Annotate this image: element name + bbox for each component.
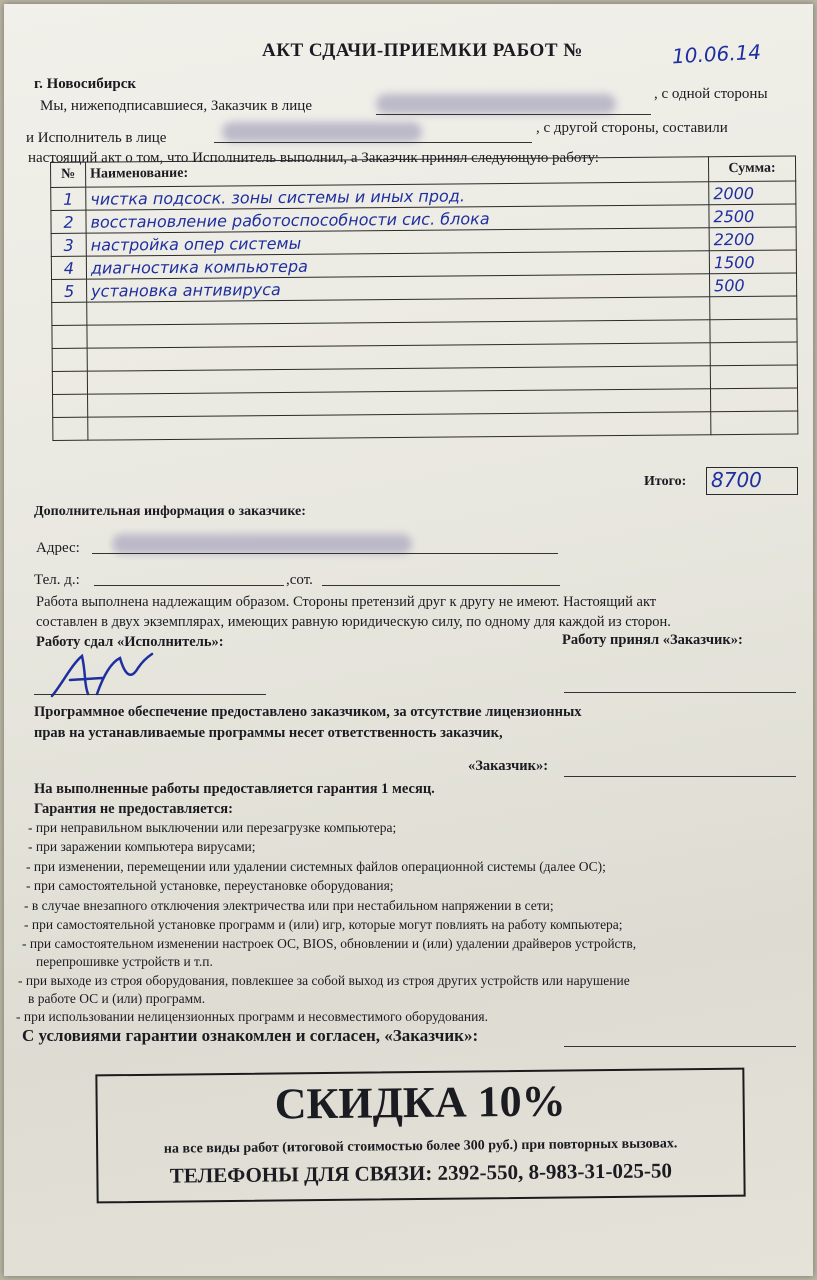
customer-signature-line bbox=[564, 692, 796, 693]
city-label: г. Новосибирск bbox=[34, 76, 136, 92]
address-line bbox=[92, 553, 558, 554]
warranty-item: - при самостоятельном изменении настроек ОС, BIOS, обновлении и (или) удалении драйверов устройств, bbox=[22, 936, 637, 951]
customer-name-line bbox=[376, 114, 651, 115]
act-document bbox=[4, 4, 813, 1276]
contact-phones: ТЕЛЕФОНЫ ДЛЯ СВЯЗИ: 2392-550, 8-983-31-025-50 bbox=[169, 1158, 673, 1188]
software-notice-line-2: прав на устанавливаемые программы несет ответственность заказчик, bbox=[34, 725, 503, 741]
handwritten-date: 10.06.14 bbox=[671, 39, 762, 69]
warranty-exclusions-heading: Гарантия не предоставляется: bbox=[34, 801, 233, 817]
total-value: 8700 bbox=[711, 468, 762, 492]
table-row: 4 диагностика компьютера 1500 bbox=[51, 250, 796, 280]
redacted-customer-name bbox=[376, 94, 616, 114]
total-value-box bbox=[706, 467, 798, 495]
warranty-item: перепрошивке устройств и т.п. bbox=[36, 954, 213, 969]
intro-line-2: и Исполнитель в лице bbox=[26, 130, 167, 146]
warranty-item: в работе ОС и (или) программ. bbox=[28, 991, 206, 1006]
table-row: 5 установка антивируса 500 bbox=[52, 273, 797, 303]
warranty-heading: На выполненные работы предоставляется гарантия 1 месяц. bbox=[34, 781, 435, 797]
intro-line-3: настоящий акт о том, что Исполнитель выполнил, а Заказчик принял следующую работу: bbox=[28, 150, 599, 166]
warranty-item: - при заражении компьютера вирусами; bbox=[28, 839, 256, 854]
handed-over-label: Работу сдал «Исполнитель»: bbox=[36, 634, 224, 650]
warranty-item: - при использовании нелицензионных программ и несовместимого оборудования. bbox=[16, 1009, 488, 1024]
software-customer-sign-line bbox=[564, 776, 796, 777]
mobile-phone-line bbox=[322, 585, 560, 586]
warranty-item: - при выходе из строя оборудования, повлекшее за собой выход из строя других устройств или нарушение bbox=[18, 973, 630, 988]
redacted-contractor-name bbox=[222, 122, 422, 142]
table-row: 2 восстановление работоспособности сис. блока 2500 bbox=[51, 204, 796, 234]
home-phone-line bbox=[94, 585, 284, 586]
address-label: Адрес: bbox=[36, 540, 80, 556]
accepted-label: Работу принял «Заказчик»: bbox=[562, 632, 743, 648]
home-phone-label: Тел. д.: bbox=[34, 572, 80, 588]
table-row: 3 настройка опер системы 2200 bbox=[51, 227, 796, 257]
intro-line-2-suffix: , с другой стороны, составили bbox=[536, 120, 728, 136]
col-num-header: № bbox=[51, 162, 86, 187]
redacted-address bbox=[112, 534, 412, 554]
customer-info-heading: Дополнительная информация о заказчике: bbox=[34, 504, 306, 519]
intro-line-1-suffix: , с одной стороны bbox=[654, 86, 768, 102]
table-row: 1 чистка подсоск. зоны системы и иных прод. 2000 bbox=[51, 181, 796, 211]
software-notice-line-1: Программное обеспечение предоставлено заказчиком, за отсутствие лицензионных bbox=[34, 704, 582, 720]
warranty-agree-line bbox=[564, 1046, 796, 1047]
discount-title: СКИДКА 10% bbox=[274, 1076, 566, 1129]
discount-subtitle: на все виды работ (итоговой стоимостью более 300 руб.) при повторных вызовах. bbox=[163, 1136, 678, 1157]
col-sum-header: Сумма: bbox=[708, 156, 795, 182]
warranty-item: - при самостоятельной установке программ и (или) игр, которые могут повлиять на работу компьютера; bbox=[24, 917, 623, 932]
contractor-signature bbox=[42, 644, 182, 704]
software-customer-sign-label: «Заказчик»: bbox=[468, 758, 549, 774]
warranty-item: - при неправильном выключении или перезагрузке компьютера; bbox=[28, 820, 397, 835]
discount-box bbox=[95, 1068, 745, 1204]
warranty-item: - при самостоятельной установке, переустановке оборудования; bbox=[26, 878, 394, 893]
col-name-header: Наименование: bbox=[86, 157, 709, 187]
agreement-line-2: составлен в двух экземплярах, имеющих равную юридическую силу, по одному для каждой из сторон. bbox=[36, 614, 671, 630]
total-label: Итого: bbox=[644, 474, 687, 489]
contractor-name-line bbox=[214, 142, 532, 143]
works-table bbox=[50, 155, 798, 440]
warranty-agree-label: С условиями гарантии ознакомлен и согласен, «Заказчик»: bbox=[22, 1026, 479, 1045]
intro-line-1: Мы, нижеподписавшиеся, Заказчик в лице bbox=[40, 98, 312, 114]
agreement-line-1: Работа выполнена надлежащим образом. Стороны претензий друг к другу не имеют. Настоящий акт bbox=[36, 594, 657, 610]
warranty-item: - в случае внезапного отключения электричества или при нестабильном напряжении в сети; bbox=[24, 898, 554, 913]
mobile-phone-label: ,сот. bbox=[286, 572, 313, 588]
warranty-item: - при изменении, перемещении или удалении системных файлов операционной системы (далее ОС); bbox=[26, 859, 606, 874]
document-title: АКТ СДАЧИ-ПРИЕМКИ РАБОТ № bbox=[262, 40, 583, 61]
contractor-signature-line bbox=[34, 694, 266, 695]
